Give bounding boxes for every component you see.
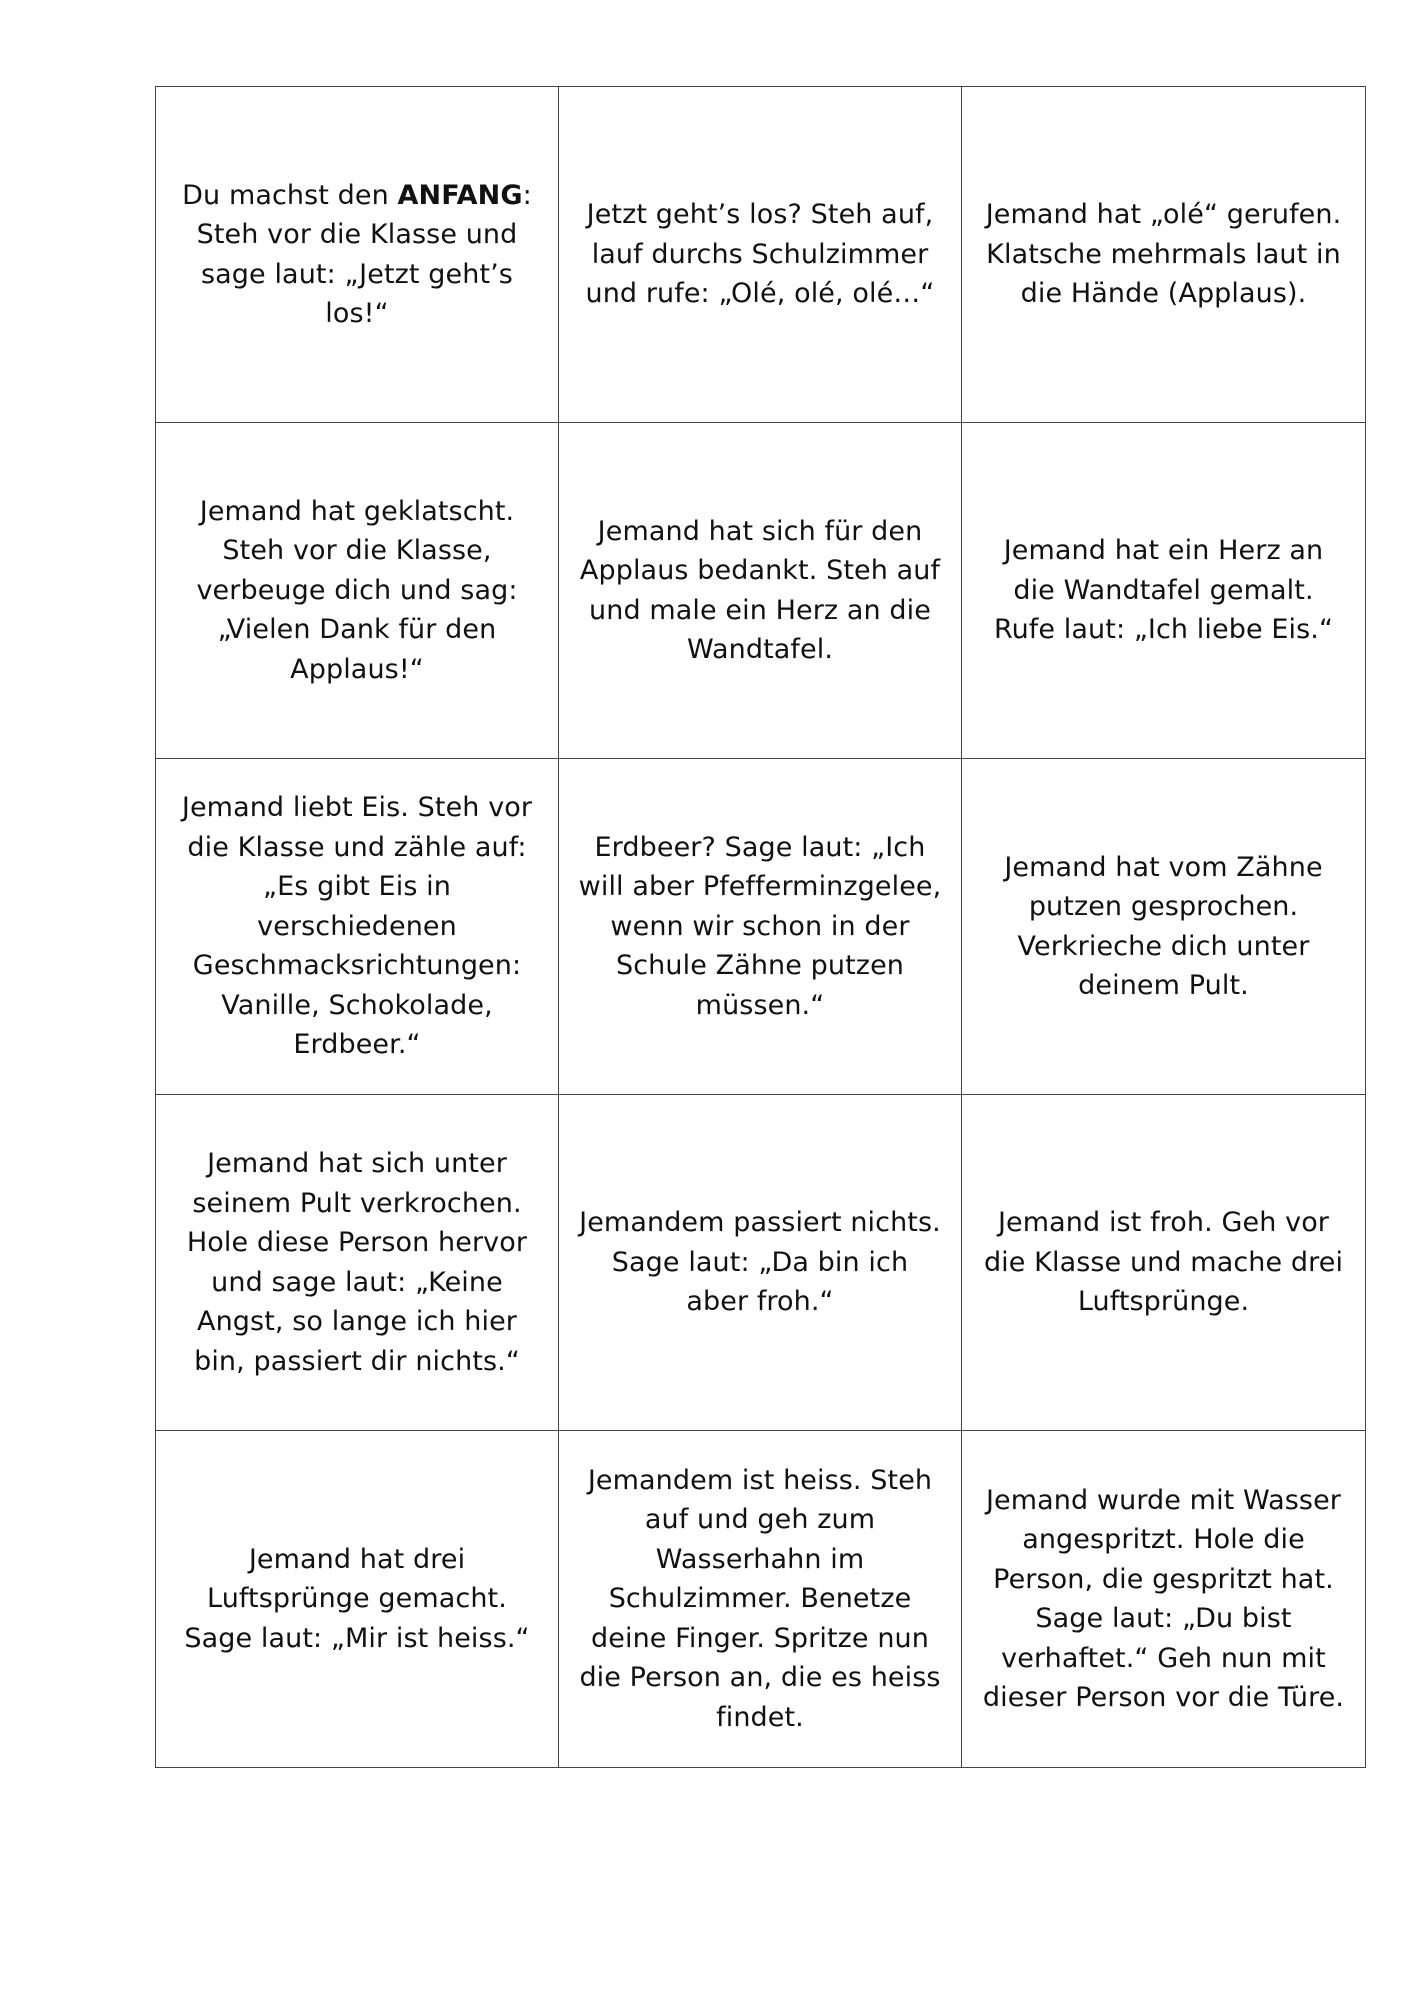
card [559, 1095, 962, 1431]
card-text: Jemand hat geklatscht. Steh vor die Klasse, verbeuge dich und sag: „Vielen Dank für den Applaus!“ [196, 495, 518, 685]
card [962, 759, 1365, 1095]
card-text: Jemand hat ein Herz an die Wandtafel gemalt. Rufe laut: „Ich liebe Eis.“ [993, 535, 1334, 646]
card-text: Jemand ist froh. Geh vor die Klasse und mache drei Luftsprünge. [983, 1207, 1344, 1318]
card-text: Jemand hat „olé“ gerufen. Klatsche mehrmals laut in die Hände (Applaus). [985, 199, 1342, 310]
card-text: Jemand wurde mit Wasser angespritzt. Hole die Person, die gespritzt hat. Sage laut: „Du bist verhaftet.“ Geh nun mit dieser Person vor die Türe. [982, 1484, 1345, 1713]
card [156, 1095, 559, 1431]
card [559, 759, 962, 1095]
card-text-rest: : Steh vor die Klasse und sage laut: „Jetzt geht’s los!“ [196, 179, 532, 329]
card [962, 1095, 1365, 1431]
card [559, 1431, 962, 1767]
card-text-bold: ANFANG [397, 179, 523, 211]
card-text: Jemand hat sich für den Applaus bedankt. Steh auf und male ein Herz an die Wandtafel. [579, 515, 941, 665]
card-text: Jemandem ist heiss. Steh auf und geh zum Wasserhahn im Schulzimmer. Benetze deine Finger. Spritze nun die Person an, die es heiss findet. [579, 1464, 941, 1733]
card [962, 423, 1365, 759]
card [156, 423, 559, 759]
card-text: Erdbeer? Sage laut: „Ich will aber Pfefferminzgelee, wenn wir schon in der Schule Zähne putzen müssen.“ [578, 831, 942, 1021]
card [559, 87, 962, 423]
card [156, 1431, 559, 1767]
card-grid [155, 86, 1366, 1768]
card [962, 87, 1365, 423]
card-text [174, 176, 540, 334]
card-text: Jemandem passiert nichts. Sage laut: „Da bin ich aber froh.“ [579, 1207, 941, 1318]
card-text-intro: Du machst den [182, 179, 398, 211]
card [156, 759, 559, 1095]
card-text: Jemand hat drei Luftsprünge gemacht. Sage laut: „Mir ist heiss.“ [184, 1543, 530, 1654]
card-text: Jemand liebt Eis. Steh vor die Klasse und zähle auf: „Es gibt Eis in verschiedenen Geschmacksrichtungen: Vanille, Schokolade, Erdbeer.“ [181, 792, 533, 1061]
card [559, 423, 962, 759]
card-text: Jemand hat vom Zähne putzen gesprochen. Verkrieche dich unter deinem Pult. [1004, 851, 1323, 1001]
card [962, 1431, 1365, 1767]
card-text: Jetzt geht’s los? Steh auf, lauf durchs Schulzimmer und rufe: „Olé, olé, olé…“ [585, 199, 935, 310]
card-text: Jemand hat sich unter seinem Pult verkrochen. Hole diese Person hervor und sage laut: „Keine Angst, so lange ich hier bin, passiert dir nichts.“ [186, 1148, 528, 1377]
card [156, 87, 559, 423]
